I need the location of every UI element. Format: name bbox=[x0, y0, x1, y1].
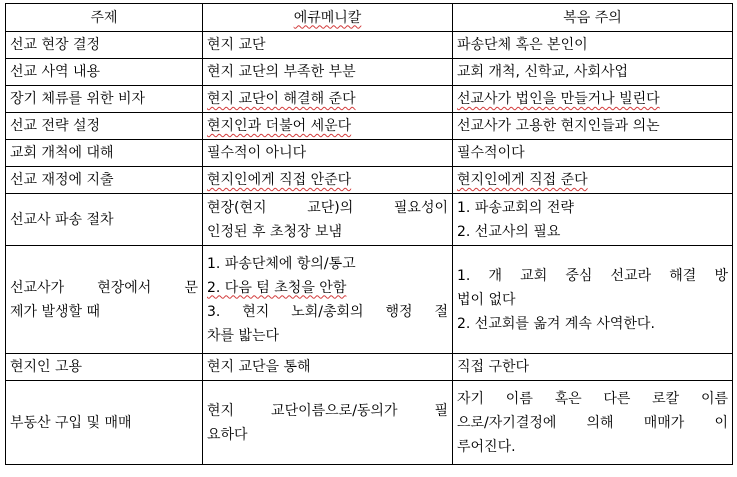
evangelical-cell: 파송단체 혹은 본인이 bbox=[453, 32, 733, 59]
ecumenical-cell: 현지 교단의 부족한 부분 bbox=[203, 59, 453, 86]
table-row bbox=[6, 59, 733, 86]
comparison-table bbox=[5, 3, 733, 465]
evangelical-cell: 자기 이름 혹은 다른 로칼 이름 으로/자기결정에 의해 매매가 이 루어진다. bbox=[453, 381, 733, 465]
topic-cell: 현지인 고용 bbox=[6, 354, 203, 381]
ecumenical-cell: 현지 교단이름으로/동의가 필 요하다 bbox=[203, 381, 453, 465]
evangelical-cell: 필수적이다 bbox=[453, 140, 733, 167]
evangelical-cell: 1. 개 교회 중심 선교라 해결 방 법이 없다 2. 선교회를 옮겨 계속 사역한다. bbox=[453, 246, 733, 354]
topic-cell: 선교 사역 내용 bbox=[6, 59, 203, 86]
topic-cell: 교회 개척에 대해 bbox=[6, 140, 203, 167]
evangelical-cell: 1. 파송교회의 전략 2. 선교사의 필요 bbox=[453, 194, 733, 246]
topic-cell: 선교사 파송 절차 bbox=[6, 194, 203, 246]
table-row bbox=[6, 113, 733, 140]
ecumenical-cell: 1. 파송단체에 항의/통고 2. 다음 텀 초청을 안함 3. 현지 노회/총회의 행정 절 차를 밟는다 bbox=[203, 246, 453, 354]
topic-cell: 선교사가 현장에서 문 제가 발생할 때 bbox=[6, 246, 203, 354]
topic-cell: 선교 현장 결정 bbox=[6, 32, 203, 59]
header-evangelical: 복음 주의 bbox=[453, 4, 733, 32]
table-row bbox=[6, 194, 733, 246]
ecumenical-cell: 현지인에게 직접 안준다 bbox=[203, 167, 453, 194]
header-topic: 주제 bbox=[6, 4, 203, 32]
ecumenical-cell: 현지 교단이 해결해 준다 bbox=[203, 86, 453, 113]
table-row bbox=[6, 140, 733, 167]
evangelical-cell: 선교사가 법인을 만들거나 빌린다 bbox=[453, 86, 733, 113]
evangelical-cell: 선교사가 고용한 현지인들과 의논 bbox=[453, 113, 733, 140]
table-row bbox=[6, 246, 733, 354]
ecumenical-cell: 현지 교단 bbox=[203, 32, 453, 59]
ecumenical-cell: 현지 교단을 통해 bbox=[203, 354, 453, 381]
topic-cell: 부동산 구입 및 매매 bbox=[6, 381, 203, 465]
ecumenical-cell: 현장(현지 교단)의 필요성이 인정된 후 초청장 보냄 bbox=[203, 194, 453, 246]
topic-cell: 선교 재정에 지출 bbox=[6, 167, 203, 194]
table-row bbox=[6, 86, 733, 113]
table-row bbox=[6, 381, 733, 465]
evangelical-cell: 현지인에게 직접 준다 bbox=[453, 167, 733, 194]
table-row bbox=[6, 167, 733, 194]
header-row bbox=[6, 4, 733, 32]
evangelical-cell: 교회 개척, 신학교, 사회사업 bbox=[453, 59, 733, 86]
evangelical-cell: 직접 구한다 bbox=[453, 354, 733, 381]
ecumenical-cell: 필수적이 아니다 bbox=[203, 140, 453, 167]
header-ecumenical: 에큐메니칼 bbox=[203, 4, 453, 32]
topic-cell: 장기 체류를 위한 비자 bbox=[6, 86, 203, 113]
ecumenical-cell: 현지인과 더불어 세운다 bbox=[203, 113, 453, 140]
table-row bbox=[6, 354, 733, 381]
table-row bbox=[6, 32, 733, 59]
topic-cell: 선교 전략 설정 bbox=[6, 113, 203, 140]
